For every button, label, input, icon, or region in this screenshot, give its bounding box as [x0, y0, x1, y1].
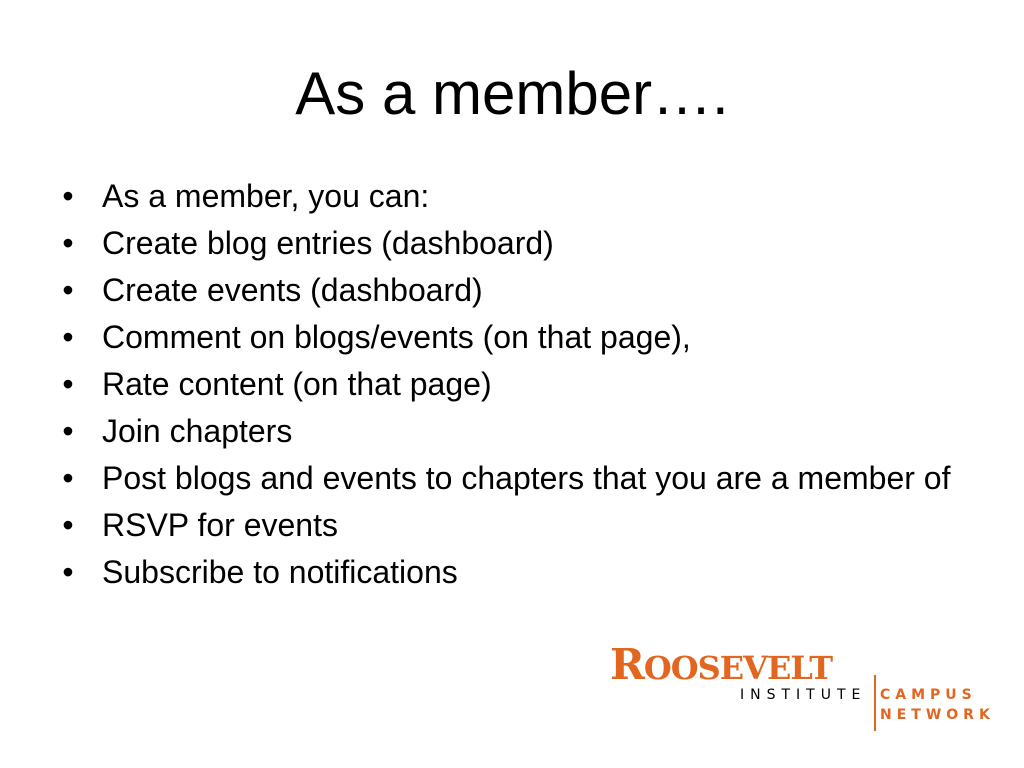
logo-institute-text: INSTITUTE [740, 687, 867, 703]
roosevelt-campus-network-logo [610, 640, 1000, 735]
list-item-text: Comment on blogs/events (on that page), [102, 319, 691, 355]
list-item [58, 462, 978, 494]
list-item [58, 368, 978, 400]
list-item [58, 180, 978, 212]
bullet-icon: • [62, 507, 74, 543]
list-item-text: Subscribe to notifications [102, 554, 458, 590]
bullet-icon: • [62, 460, 74, 496]
list-item [58, 556, 978, 588]
logo-wordmark-initial: R [610, 640, 644, 689]
list-item-text: As a member, you can: [102, 178, 430, 214]
list-item [58, 509, 978, 541]
bullet-list [58, 180, 978, 603]
bullet-icon: • [62, 554, 74, 590]
logo-wordmark-rest: OOSEVELT [643, 649, 833, 687]
bullet-icon: • [62, 178, 74, 214]
list-item-text: Create blog entries (dashboard) [102, 225, 554, 261]
list-item [58, 227, 978, 259]
slide-title: As a member…. [295, 60, 729, 127]
logo-network-text: NETWORK [880, 707, 995, 723]
list-item-text: Post blogs and events to chapters that you are a member of [102, 460, 951, 496]
list-item [58, 274, 978, 306]
list-item-text: Join chapters [102, 413, 293, 449]
bullet-icon: • [62, 319, 74, 355]
bullet-icon: • [62, 366, 74, 402]
list-item-text: RSVP for events [102, 507, 338, 543]
logo-campus-text: CAMPUS [880, 687, 977, 703]
bullet-icon: • [62, 225, 74, 261]
list-item [58, 321, 978, 353]
list-item-text: Create events (dashboard) [102, 272, 483, 308]
bullet-icon: • [62, 413, 74, 449]
list-item-text: Rate content (on that page) [102, 366, 492, 402]
logo-divider [874, 675, 876, 731]
list-item [58, 415, 978, 447]
bullet-icon: • [62, 272, 74, 308]
